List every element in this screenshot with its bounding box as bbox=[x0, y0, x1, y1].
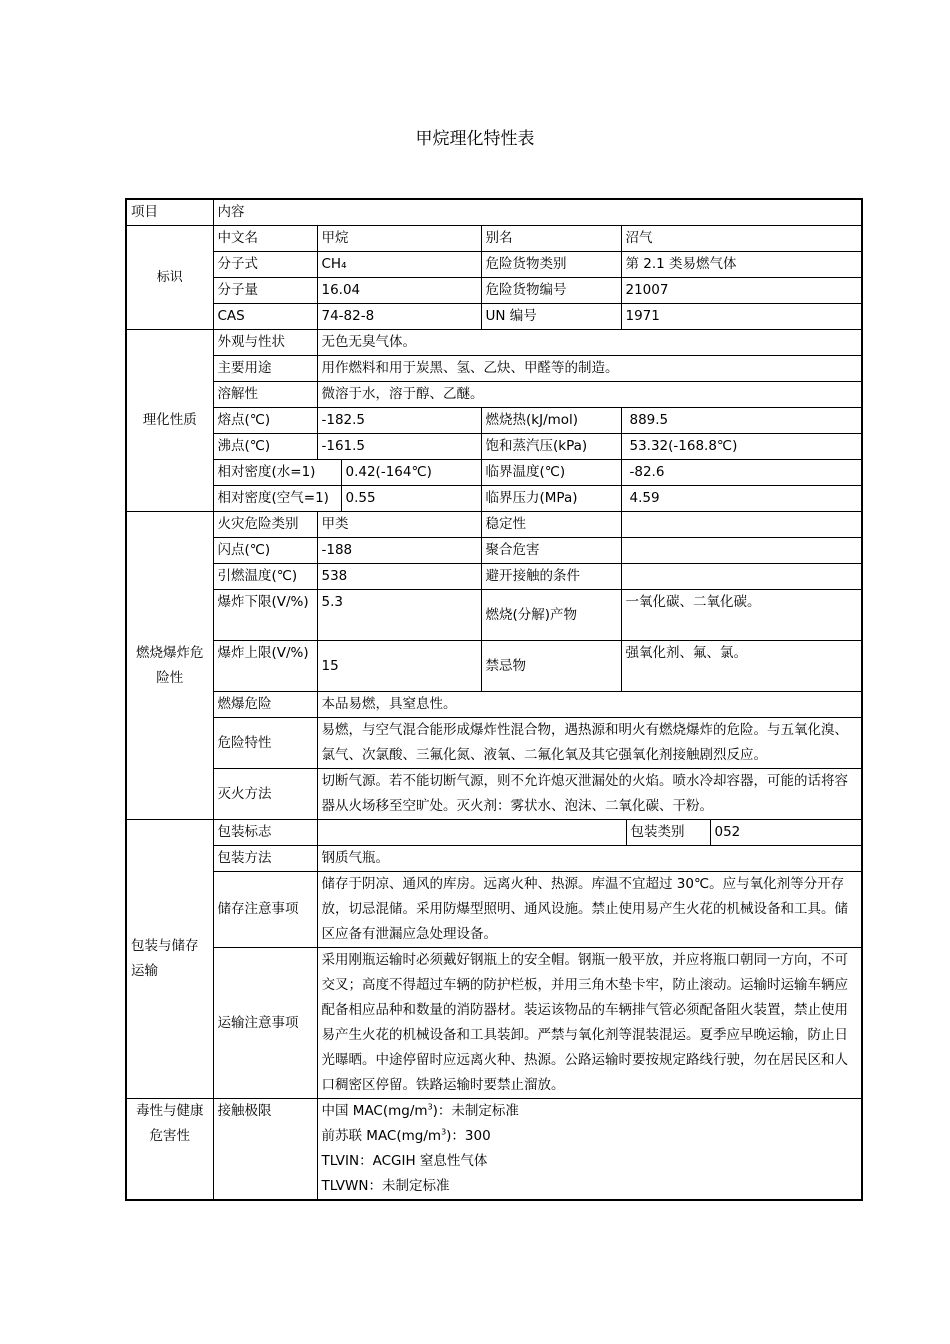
value-pack-class: 052 bbox=[710, 820, 862, 846]
label-exposure: 接触极限 bbox=[213, 1099, 317, 1201]
value-pack-mark bbox=[317, 820, 626, 846]
exposure-line-ussr: 前苏联 $MAC(mg/m^3)$：300 bbox=[321, 1127, 491, 1144]
label-pack-class: 包装类别 bbox=[626, 820, 710, 846]
value-solubility: 微溶于水，溶于醇、乙醚。 bbox=[317, 382, 862, 408]
label-avoid: 避开接触的条件 bbox=[481, 564, 621, 590]
label-cas: CAS bbox=[213, 304, 317, 330]
label-lel: 爆炸下限(V/%) bbox=[213, 590, 317, 641]
value-lel: 5.3 bbox=[317, 590, 481, 641]
label-ignition: 引燃温度(℃) bbox=[213, 564, 317, 590]
value-vp: 53.32(-168.8℃) bbox=[621, 434, 862, 460]
label-un: UN 编号 bbox=[481, 304, 621, 330]
value-un: 1971 bbox=[621, 304, 862, 330]
value-use: 用作燃料和用于炭黑、氢、乙炔、甲醛等的制造。 bbox=[317, 356, 862, 382]
label-pack-method: 包装方法 bbox=[213, 846, 317, 872]
label-transport: 运输注意事项 bbox=[213, 948, 317, 1099]
value-cp: 4.59 bbox=[621, 486, 862, 512]
value-hazard: 易燃，与空气混合能形成爆炸性混合物，遇热源和明火有燃烧爆炸的危险。与五氧化溴、氯气、次氯酸、三氟化氮、液氧、二氟化氧及其它强氧化剂接触剧烈反应。 bbox=[317, 718, 862, 769]
value-polymer bbox=[621, 538, 862, 564]
value-danger: 本品易燃，具窒息性。 bbox=[317, 692, 862, 718]
label-incompat: 禁忌物 bbox=[481, 641, 621, 692]
label-products: 燃烧(分解)产物 bbox=[481, 590, 621, 641]
value-rd-air: 0.55 bbox=[341, 486, 481, 512]
value-products: 一氧化碳、二氧化碳。 bbox=[621, 590, 862, 641]
label-cn-name: 中文名 bbox=[213, 226, 317, 252]
label-vp: 饱和蒸汽压(kPa) bbox=[481, 434, 621, 460]
section-fire: 燃烧爆炸危险性 bbox=[126, 512, 213, 820]
label-ct: 临界温度(℃) bbox=[481, 460, 621, 486]
label-heat: 燃烧热(kJ/mol) bbox=[481, 408, 621, 434]
header-content: 内容 bbox=[213, 199, 862, 226]
label-bp: 沸点(℃) bbox=[213, 434, 317, 460]
value-exposure bbox=[317, 1099, 862, 1201]
label-rd-air: 相对密度(空气=1) bbox=[213, 486, 341, 512]
value-ignition: 538 bbox=[317, 564, 481, 590]
exposure-line-china: 中国 $MAC(mg/m^3)$：未制定标准 bbox=[321, 1102, 519, 1119]
value-hazard-no: 21007 bbox=[621, 278, 862, 304]
value-pack-method: 钢质气瓶。 bbox=[317, 846, 862, 872]
value-rd-water: 0.42(-164℃) bbox=[341, 460, 481, 486]
label-appearance: 外观与性状 bbox=[213, 330, 317, 356]
value-alias: 沼气 bbox=[621, 226, 862, 252]
value-formula: CH₄ bbox=[317, 252, 481, 278]
page-title: 甲烷理化特性表 bbox=[415, 129, 535, 149]
label-storage: 储存注意事项 bbox=[213, 872, 317, 948]
exposure-line-tlvwn: TLVWN：未制定标准 bbox=[321, 1178, 450, 1194]
label-formula: 分子式 bbox=[213, 252, 317, 278]
label-cp: 临界压力(MPa) bbox=[481, 486, 621, 512]
value-cas: 74-82-8 bbox=[317, 304, 481, 330]
label-hazard-class: 危险货物类别 bbox=[481, 252, 621, 278]
header-item: 项目 bbox=[126, 199, 213, 226]
label-extinguish: 灭火方法 bbox=[213, 769, 317, 820]
label-polymer: 聚合危害 bbox=[481, 538, 621, 564]
label-danger: 燃爆危险 bbox=[213, 692, 317, 718]
section-pack: 包装与储存运输 bbox=[126, 820, 213, 1099]
label-stability: 稳定性 bbox=[481, 512, 621, 538]
value-appearance: 无色无臭气体。 bbox=[317, 330, 862, 356]
value-flash: -188 bbox=[317, 538, 481, 564]
value-hazard-class: 第 2.1 类易燃气体 bbox=[621, 252, 862, 278]
label-flash: 闪点(℃) bbox=[213, 538, 317, 564]
label-use: 主要用途 bbox=[213, 356, 317, 382]
value-transport: 采用刚瓶运输时必须戴好钢瓶上的安全帽。钢瓶一般平放，并应将瓶口朝同一方向，不可交叉；高度不得超过车辆的防护栏板，并用三角木垫卡牢，防止滚动。运输时运输车辆应配备相应品种和数量的消防器材。装运该物品的车辆排气管必须配备阻火装置，禁止使用易产生火花的机械设备和工具装卸。严禁与氧化剂等混装混运。夏季应早晚运输，防止日光曝晒。中途停留时应远离火种、热源。公路运输时要按规定路线行驶，勿在居民区和人口稠密区停留。铁路运输时要禁止溜放。 bbox=[317, 948, 862, 1099]
label-fire-class: 火灾危险类别 bbox=[213, 512, 317, 538]
section-tox: 毒性与健康危害性 bbox=[126, 1099, 213, 1201]
value-fire-class: 甲类 bbox=[317, 512, 481, 538]
value-uel: 15 bbox=[317, 641, 481, 692]
label-alias: 别名 bbox=[481, 226, 621, 252]
value-cn-name: 甲烷 bbox=[317, 226, 481, 252]
value-extinguish: 切断气源。若不能切断气源，则不允许熄灭泄漏处的火焰。喷水冷却容器，可能的话将容器从火场移至空旷处。灭火剂：雾状水、泡沫、二氧化碳、干粉。 bbox=[317, 769, 862, 820]
section-phys: 理化性质 bbox=[126, 330, 213, 512]
property-table bbox=[125, 198, 863, 1201]
label-solubility: 溶解性 bbox=[213, 382, 317, 408]
label-hazard: 危险特性 bbox=[213, 718, 317, 769]
label-pack-mark: 包装标志 bbox=[213, 820, 317, 846]
value-stability bbox=[621, 512, 862, 538]
label-hazard-no: 危险货物编号 bbox=[481, 278, 621, 304]
label-mw: 分子量 bbox=[213, 278, 317, 304]
exposure-line-tlvin: TLVIN：ACGIH 窒息性气体 bbox=[321, 1153, 488, 1169]
value-avoid bbox=[621, 564, 862, 590]
value-bp: -161.5 bbox=[317, 434, 481, 460]
section-ident: 标识 bbox=[126, 226, 213, 330]
value-storage: 储存于阴凉、通风的库房。远离火种、热源。库温不宜超过 30℃。应与氧化剂等分开存放，切忌混储。采用防爆型照明、通风设施。禁止使用易产生火花的机械设备和工具。储区应备有泄漏应急处理设备。 bbox=[317, 872, 862, 948]
value-heat: 889.5 bbox=[621, 408, 862, 434]
label-rd-water: 相对密度(水=1) bbox=[213, 460, 341, 486]
value-ct: -82.6 bbox=[621, 460, 862, 486]
label-uel: 爆炸上限(V/%) bbox=[213, 641, 317, 692]
value-incompat: 强氧化剂、氟、氯。 bbox=[621, 641, 862, 692]
value-mw: 16.04 bbox=[317, 278, 481, 304]
value-mp: -182.5 bbox=[317, 408, 481, 434]
label-mp: 熔点(℃) bbox=[213, 408, 317, 434]
